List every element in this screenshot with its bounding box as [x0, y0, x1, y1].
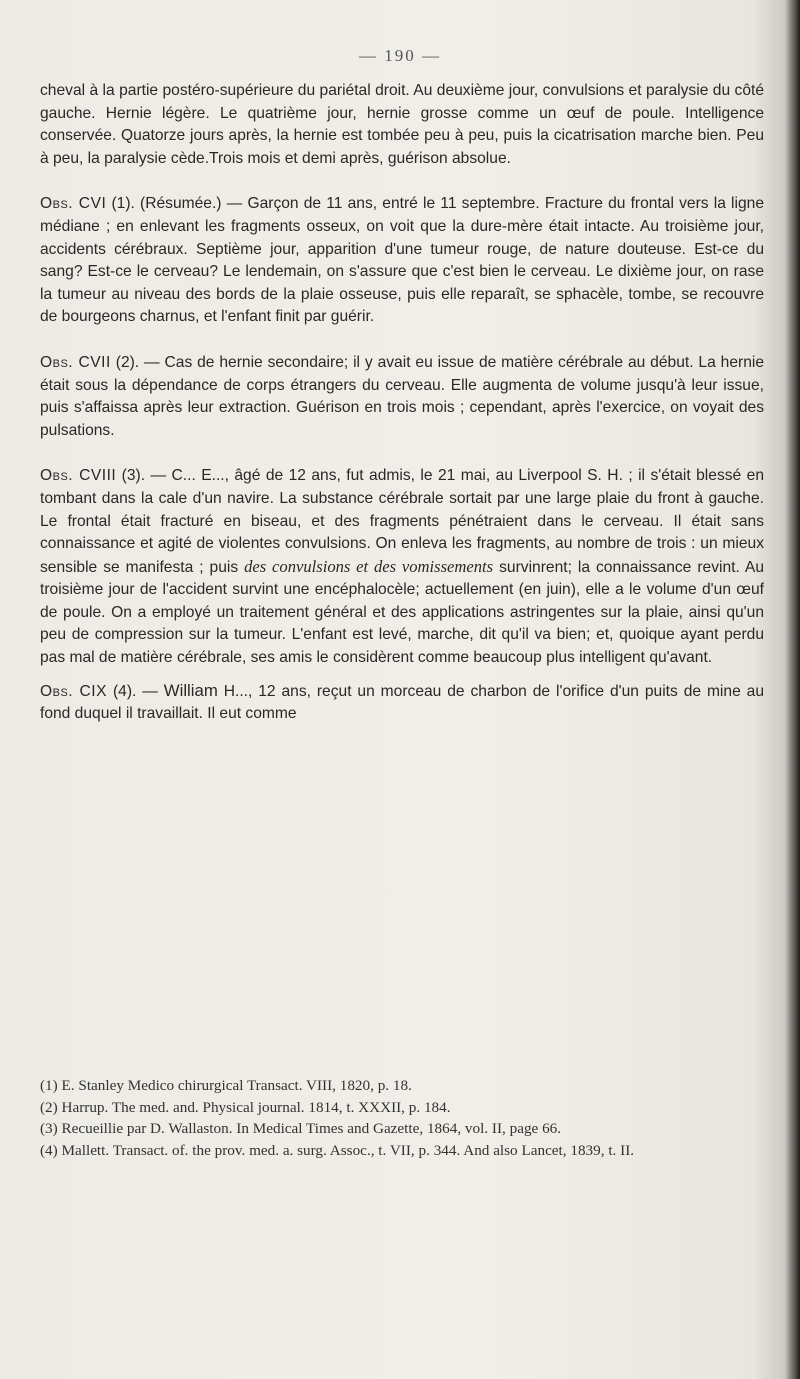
page-edge-shadow: [786, 0, 800, 1379]
obs-label: Obs. CVII: [40, 353, 111, 371]
obs-text: (2). — Cas de hernie secondaire; il y avait eu issue de matière cérébrale au début. La hernie était sous la dépendance de corps étrangers du cerveau. Elle augmenta de volume jusqu'à leur issue, puis s'affaissa après leur extraction. Guérison en trois mois ; cependant, après l'exercice, on voyait des pulsations.: [40, 353, 765, 439]
obs-text: H..., 12 ans, reçut un morceau de charbon de l'orifice d'un puits de mine au fond duquel il travaillait. Il eut comme: [40, 682, 764, 723]
obs-text: (4). —: [107, 682, 164, 700]
body-text: [40, 80, 764, 726]
paragraph-obs-cix: [40, 680, 764, 726]
footnote: (1) E. Stanley Medico chirurgical Transact. VIII, 1820, p. 18.: [40, 1077, 412, 1094]
obs-label: Obs. CVI: [40, 195, 107, 213]
patient-name: William: [163, 680, 218, 700]
page-number: — 190 —: [359, 46, 441, 65]
paragraph-continuation: cheval à la partie postéro-supérieure du pariétal droit. Au deuxième jour, convulsions et paralysie du côté gauche. Hernie légère. Le quatrième jour, hernie grosse comme un œuf de poule. Intelligence conservée. Quatorze jours après, la hernie est tombée peu à peu, puis la cicatrisation marche bien. Peu à peu, la paralysie cède.Trois mois et demi après, guérison absolue.: [40, 82, 764, 167]
paragraph-obs-cvii: [40, 352, 764, 442]
footnote: (4) Mallett. Transact. of. the prov. med. a. surg. Assoc., t. VII, p. 344. And also Lancet, 1839, t. II.: [40, 1141, 635, 1159]
footnote: (2) Harrup. The med. and. Physical journal. 1814, t. XXXII, p. 184.: [40, 1098, 451, 1116]
obs-label: Obs. CIX: [40, 682, 108, 700]
obs-text: (1). (Résumée.) — Garçon de 11 ans, entré le 11 septembre. Fracture du frontal vers la ligne médiane ; en enlevant les fragments osseux, on voit que la dure-mère était intacte. Au troisième jour, accidents cérébraux. Septième jour, apparition d'une tumeur rouge, de nature douteuse. Est-ce du sang? Est-ce le cerveau? Le lendemain, on s'assure que c'est bien le cerveau. Le dixième jour, on rase la tumeur au niveau des bords de la plaie osseuse, puis elle reparaît, se sphacèle, tombe, se recouvre de bourgeons charnus, et l'enfant finit par guérir.: [40, 195, 764, 326]
paragraph-obs-cvi: [40, 193, 764, 329]
obs-text: survinrent; la connaissance revint. Au troisième jour de l'accident survint une encéphalocèle; actuellement (en juin), elle a le volume d'un œuf de poule. On a employé un traitement général et des applications astringentes sur la plaie, ainsi qu'un peu de compression sur la tumeur. L'enfant est levé, marche, dit qu'il va bien; et, quoique ayant perdu pas mal de matière cérébrale, ses amis le considèrent comme beaucoup plus intelligent qu'avant.: [40, 558, 764, 667]
obs-label: Obs. CVIII: [40, 467, 117, 485]
paragraph-obs-cviii: [40, 465, 764, 669]
footnote: (3) Recueillie par D. Wallaston. In Medical Times and Gazette, 1864, vol. II, page 66.: [40, 1120, 562, 1138]
footnotes: [40, 1075, 760, 1161]
obs-italic-text: des convulsions et des vomissements: [244, 556, 494, 576]
obs-text: (3). — C... E..., âgé de 12 ans, fut admis, le 21 mai, au Liverpool S. H. ; il s'était blessé en tombant dans la cale d'un navire. La substance cérébrale sortait par une large plaie du front à gauche. Le frontal était fracturé en biseau, et des fragments pénétraient dans le cerveau. Il était sans connaissance et agité de violentes convulsions. On enleva les fragments, au nombre de trois : un mieux sensible se manifesta ; puis: [40, 467, 764, 576]
